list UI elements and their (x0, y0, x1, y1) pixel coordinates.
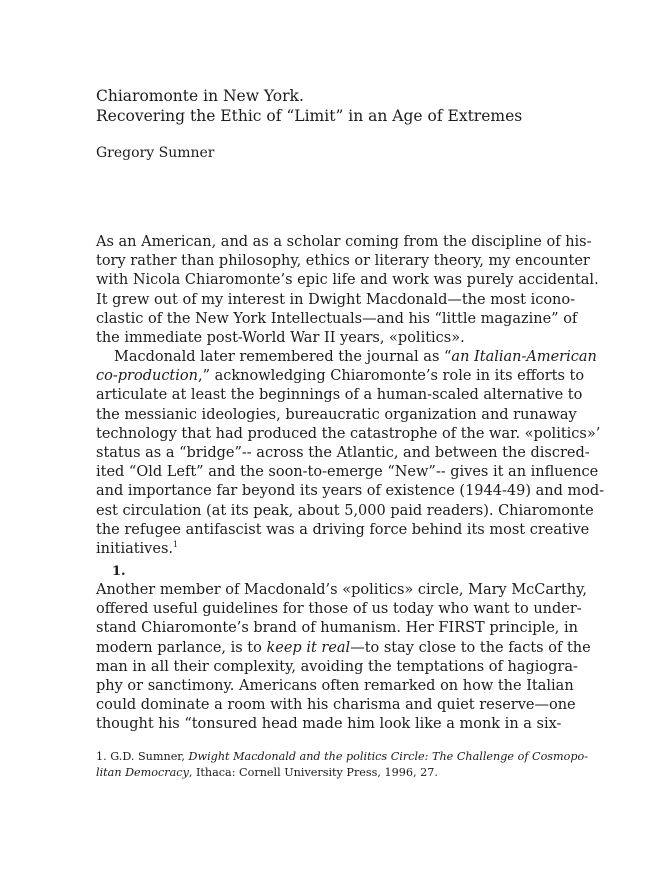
paragraph-2-line: articulate at least the beginnings of a human-scaled alternative to (96, 387, 583, 404)
paragraph-2-line: status as a “bridge”-- across the Atlantic, and between the discred- (96, 445, 590, 462)
footnote-text: , Ithaca: Cornell University Press, 1996, 27. (188, 766, 438, 779)
article-title-line-1: Chiaromonte in New York. (96, 87, 304, 105)
quote-italic: an Italian-American (451, 349, 597, 365)
paragraph-2-line (96, 367, 585, 386)
paragraph-2-text: Macdonald later remembered the journal as “ (114, 349, 452, 365)
paragraph-3-line: thought his “tonsured head made him look like a monk in a six- (96, 716, 562, 733)
paragraph-2-line: est circulation (at its peak, about 5,000 paid readers). Chiaromonte (96, 502, 594, 519)
paragraph-2-line: the messianic ideologies, bureaucratic organization and runaway (96, 406, 577, 423)
footnote-line (96, 765, 554, 781)
author-name: Gregory Sumner (96, 145, 215, 161)
paragraph-2-line: and importance far beyond its years of existence (1944-49) and mod- (96, 483, 605, 500)
paragraph-3-line (96, 639, 591, 658)
footnote-1 (96, 749, 589, 781)
quote-italic: co-production (96, 368, 198, 385)
paragraph-2-line: the refugee antifascist was a driving force behind its most creative (96, 521, 590, 538)
paragraph-1-line: tory rather than philosophy, ethics or literary theory, my encounter (96, 253, 590, 270)
emphasis-italic: keep it real (266, 639, 351, 656)
footnote-book-title: Dwight Macdonald and the politics Circle: The Challenge of Cosmopo- (188, 750, 589, 763)
paragraph-2 (96, 348, 605, 559)
paragraph-2-text: ,” acknowledging Chiaromonte’s role in its efforts to (197, 368, 585, 385)
paragraph-2-line: technology that had produced the catastrophe of the war. «politics»’ (96, 425, 601, 442)
paragraph-1-line: clastic of the New York Intellectuals—and his “little magazine” of (96, 310, 578, 327)
paragraph-1-line: with Nicola Chiaromonte’s epic life and work was purely accidental. (96, 272, 599, 289)
paragraph-2-line (96, 540, 554, 559)
paragraph-3-line: offered useful guidelines for those of us today who want to under- (96, 601, 582, 618)
section-number: 1. (112, 564, 126, 579)
paragraph-3-line: stand Chiaromonte’s brand of humanism. Her FIRST principle, in (96, 620, 578, 637)
paragraph-2-text: initiatives. (96, 541, 174, 558)
paragraph-3 (96, 581, 591, 735)
footnote-text: 1. G.D. Sumner, (96, 750, 189, 763)
paragraph-2-line: ited “Old Left” and the soon-to-emerge “New”-- gives it an influence (96, 464, 599, 481)
paragraph-3-text: modern parlance, is to (96, 639, 267, 656)
paragraph-1-line: It grew out of my interest in Dwight Macdonald—the most icono- (96, 291, 576, 308)
footnote-book-title: litan Democracy (96, 766, 189, 779)
footnote-line (96, 749, 589, 765)
paragraph-2-line (96, 348, 597, 367)
paragraph-3-text: —to stay close to the facts of the (350, 639, 591, 656)
footnote-marker[interactable]: 1 (173, 540, 179, 550)
paragraph-3-line: could dominate a room with his charisma and quiet reserve—one (96, 697, 576, 714)
paragraph-1 (96, 233, 599, 348)
paragraph-1-line: the immediate post-World War II years, «politics». (96, 330, 465, 347)
article-header (96, 87, 566, 126)
paragraph-1-line: As an American, and as a scholar coming from the discipline of his- (96, 234, 592, 250)
article-title-line-2: Recovering the Ethic of “Limit” in an Age of Extremes (96, 106, 523, 125)
paragraph-3-line: Another member of Macdonald’s «politics» circle, Mary McCarthy, (96, 582, 588, 598)
paragraph-3-line: phy or sanctimony. Americans often remarked on how the Italian (96, 678, 574, 695)
paragraph-3-line: man in all their complexity, avoiding the temptations of hagiogra- (96, 658, 578, 675)
